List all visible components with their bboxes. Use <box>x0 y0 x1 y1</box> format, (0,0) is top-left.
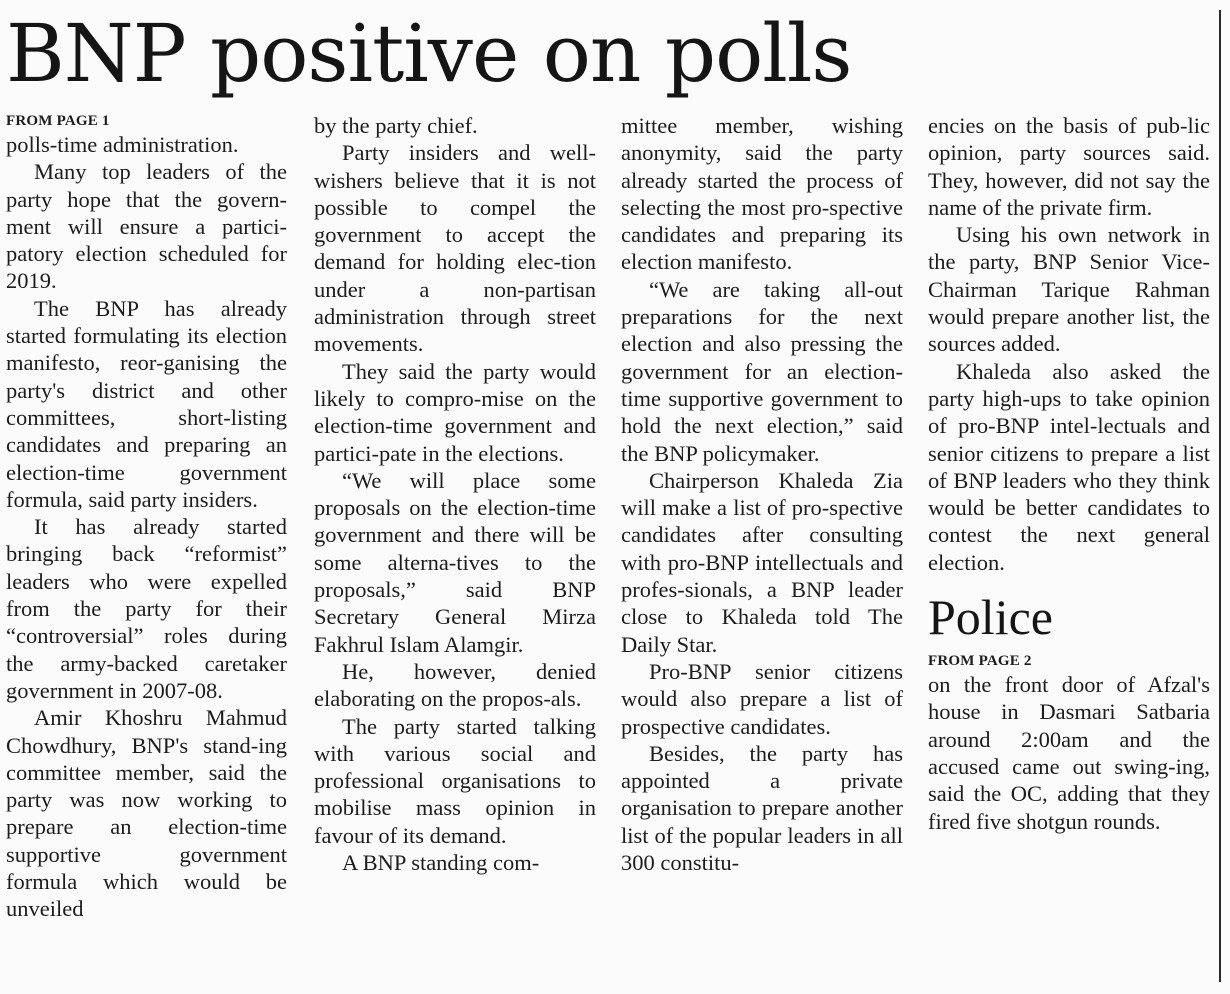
paragraph: The party started talking with various social and professional organisations to mobilise mass opinion in favour of its demand. <box>314 713 596 848</box>
paragraph: Many top leaders of the party hope that the govern-ment will ensure a partici-patory election scheduled for 2019. <box>6 159 287 294</box>
paragraph: Pro-BNP senior citizens would also prepare a list of prospective candidates. <box>621 658 903 739</box>
paragraph: Besides, the party has appointed a private organisation to prepare another list of the popular leaders in all 300 constitu- <box>621 740 903 876</box>
paragraph: They said the party would likely to compro-mise on the election-time government and partici-pate in the elections. <box>314 358 596 466</box>
police-paragraph: on the front door of Afzal's house in Dasmari Satbaria around 2:00am and the accused came out swing-ing, said the OC, adding that they fired five shotgun rounds. <box>928 672 1210 834</box>
paragraph: “We are taking all-out preparations for the next election and also pressing the government for an election-time supportive government to hold the next election,” said the BNP policymaker. <box>621 276 903 466</box>
article-column-3 <box>621 112 903 982</box>
article-column-1 <box>6 112 287 982</box>
paragraph: “We will place some proposals on the election-time government and there will be some alterna-tives to the proposals,” said BNP Secretary General Mirza Fakhrul Islam Alamgir. <box>314 467 596 657</box>
paragraph: Khaleda also asked the party high-ups to take opinion of pro-BNP intel-lectuals and senior citizens to prepare a list of BNP leaders who they think would be better candidates to contest the next general election. <box>928 358 1210 575</box>
paragraph: It has already started bringing back “reformist” leaders who were expelled from the party for their “controversial” roles during the army-backed caretaker government in 2007-08. <box>6 514 287 703</box>
paragraph: Party insiders and well-wishers believe that it is not possible to compel the government to accept the demand for holding elec-tion under a non-partisan administration through street movements. <box>314 140 596 357</box>
article-column-2 <box>314 112 596 982</box>
police-headline: Police <box>928 589 1053 646</box>
paragraph: Chairperson Khaleda Zia will make a list of pro-spective candidates after consulting with pro-BNP intellectuals and profes-sionals, a BNP leader close to Khaleda told The Daily Star. <box>621 467 903 657</box>
police-kicker: FROM PAGE 2 <box>928 653 1032 670</box>
continuation-kicker: FROM PAGE 1 <box>6 113 110 129</box>
paragraph: encies on the basis of pub-lic opinion, party sources said. They, however, did not say the name of the private firm. <box>928 113 1210 220</box>
paragraph: mittee member, wishing anonymity, said the party already started the process of selecting the most pro-spective candidates and preparing its election manifesto. <box>621 113 903 275</box>
paragraph: polls-time administration. <box>6 132 239 157</box>
paragraph: He, however, denied elaborating on the propos-als. <box>314 658 596 712</box>
paragraph: A BNP standing com- <box>342 850 540 876</box>
headline: BNP positive on polls <box>6 7 852 100</box>
column-rule <box>1219 10 1221 982</box>
paragraph: by the party chief. <box>314 113 478 138</box>
paragraph: The BNP has already started formulating its election manifesto, reor-ganising the party's district and other committees, short-listing candidates and preparing an election-time government formula, said party insiders. <box>6 295 287 512</box>
paragraph: Using his own network in the party, BNP Senior Vice-Chairman Tarique Rahman would prepare another list, the sources added. <box>928 222 1210 357</box>
paragraph: Amir Khoshru Mahmud Chowdhury, BNP's stand-ing committee member, said the party was now working to prepare an election-time supportive government formula which would be unveiled <box>6 705 287 922</box>
article-column-4 <box>928 112 1210 982</box>
